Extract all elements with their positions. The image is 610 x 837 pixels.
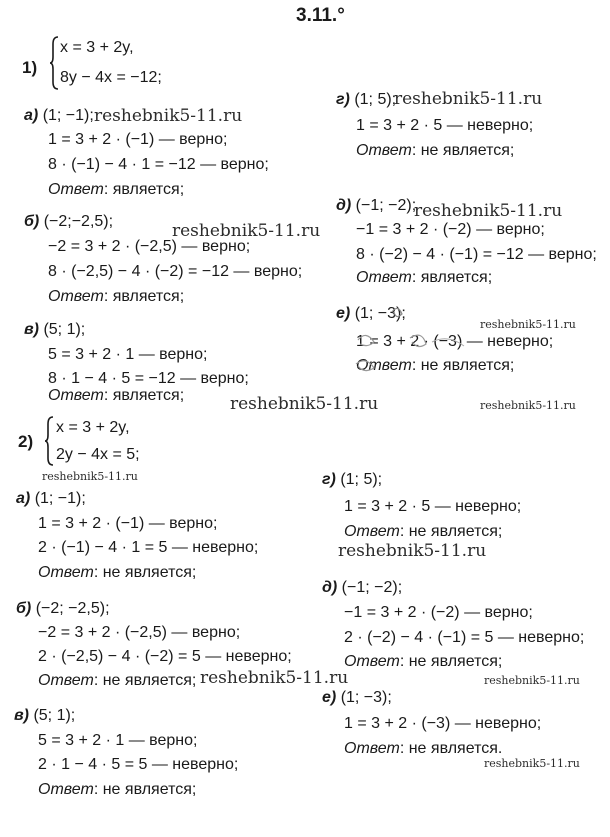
p2g-point: (1; 5); [340,471,383,488]
p2a-line1: 1 = 3 + 2 · (−1) — верно; [38,515,218,532]
p1d-answer [356,268,492,288]
answer-text: : не является; [411,357,515,374]
p1d-label: д) [336,197,352,214]
answer-word: Ответ [48,181,104,198]
p2d-line2: 2 · (−2) − 4 · (−1) = 5 — неверно; [344,629,585,646]
p1v-line1: 5 = 3 + 2 · 1 — верно; [48,346,208,363]
p2v-line2: 2 · 1 − 4 · 5 = 5 — неверно; [38,756,239,773]
watermark: reshebnik5-11.ru [414,201,563,221]
p2b-header [16,599,110,619]
p2d-point: (−1; −2); [341,579,403,596]
answer-word: Ответ [356,357,412,374]
p1a-line2: 8 · (−1) − 4 · 1 = −12 — верно; [48,156,269,173]
part2-equation-1: x = 3 + 2y, [56,419,130,436]
p2e-header [322,688,392,708]
p1b-label: б) [24,213,40,230]
p2g-line1: 1 = 3 + 2 · 5 — неверно; [344,498,522,515]
answer-text: : не является; [399,523,503,540]
answer-word: Ответ [344,740,400,757]
p1v-answer [48,386,184,406]
watermark: reshebnik5-11.ru [394,89,543,109]
part2-number: 2) [18,432,34,451]
answer-word: Ответ [38,672,94,689]
p2v-point: (5; 1); [33,707,76,724]
p2e-answer [344,739,502,759]
p1v-point: (5; 1); [43,321,86,338]
answer-word: Ответ [48,387,104,404]
p2a-answer [38,563,196,583]
answer-text: : является; [103,387,185,404]
p2d-answer [344,652,502,672]
answer-word: Ответ [48,288,104,305]
p2a-line2: 2 · (−1) − 4 · 1 = 5 — неверно; [38,539,259,556]
p1e-point: (1; −3); [354,305,406,322]
part2-equation-2: 2y − 4x = 5; [56,446,140,463]
watermark: reshebnik5-11.ru [172,221,321,241]
part1-equation-2: 8y − 4x = −12; [60,69,162,86]
p1g-line1: 1 = 3 + 2 · 5 — неверно; [356,117,534,134]
p1a-answer [48,180,184,200]
watermark: reshebnik5-11.ru [484,674,580,687]
p2b-line2: 2 · (−2,5) − 4 · (−2) = 5 — неверно; [38,648,292,665]
part2-system-brace [44,416,53,466]
part1-system-brace [49,36,58,90]
answer-text: : не является; [411,142,515,159]
exercise-title: 3.11.° [296,5,345,26]
p1a-label: а) [24,107,39,124]
answer-text: : не является; [399,653,503,670]
answer-word: Ответ [356,269,412,286]
p2v-line1: 5 = 3 + 2 · 1 — верно; [38,732,198,749]
p2e-label: е) [322,689,337,706]
answer-word: Ответ [356,142,412,159]
p1b-header [24,212,113,232]
p2d-line1: −1 = 3 + 2 · (−2) — верно; [344,604,533,621]
p2g-answer [344,522,502,542]
p1a-line1: 1 = 3 + 2 · (−1) — верно; [48,131,228,148]
p1d-line2: 8 · (−2) − 4 · (−1) = −12 — верно; [356,246,597,263]
watermark: reshebnik5-11.ru [42,470,138,483]
p1v-header [24,320,85,340]
answer-word: Ответ [38,781,94,798]
p1b-answer [48,287,184,307]
answer-text: : не является; [93,564,197,581]
p2a-label: а) [16,490,31,507]
answer-word: Ответ [344,653,400,670]
p2b-label: б) [16,600,32,617]
answer-text: : не является; [93,781,197,798]
p1g-header [336,90,396,110]
watermark: reshebnik5-11.ru [230,394,379,414]
p1v-label: в) [24,321,39,338]
p1b-line1: −2 = 3 + 2 · (−2,5) — верно; [48,238,251,255]
answer-text: : является; [103,181,185,198]
watermark: reshebnik5-11.ru [480,318,576,331]
p1a-point: (1; −1); [42,107,94,124]
watermark: reshebnik5-11.ru [338,541,487,561]
p2a-header [16,489,86,509]
p2v-header [14,706,75,726]
p2b-point: (−2; −2,5); [35,600,110,617]
p2d-header [322,578,402,598]
p2e-line1: 1 = 3 + 2 · (−3) — неверно; [344,715,542,732]
p1e-label: е) [336,305,351,322]
p2v-answer [38,780,196,800]
watermark: reshebnik5-11.ru [484,757,580,770]
answer-text: : не является. [399,740,503,757]
p2g-label: г) [322,471,336,488]
p2a-point: (1; −1); [34,490,86,507]
p2g-header [322,470,382,490]
watermark: reshebnik5-11.ru [200,668,349,688]
answer-text: : является; [411,269,493,286]
p1e-line1: 1 = 3 + 2 · (−3) — неверно; [356,333,554,350]
p1d-header [336,196,416,216]
p2b-answer [38,671,196,691]
p2b-line1: −2 = 3 + 2 · (−2,5) — верно; [38,624,241,641]
part1-number: 1) [22,58,38,77]
p1g-point: (1; 5); [354,91,397,108]
p1d-line1: −1 = 3 + 2 · (−2) — верно; [356,221,545,238]
pencil-scribble-marks [352,300,472,380]
p2e-point: (1; −3); [340,689,392,706]
p1a-header [24,106,94,126]
answer-text: : является; [103,288,185,305]
watermark: reshebnik5-11.ru [94,106,243,126]
answer-text: : не является; [93,672,197,689]
p1g-answer [356,141,514,161]
p1b-point: (−2;−2,5); [43,213,114,230]
p1g-label: г) [336,91,350,108]
p2d-label: д) [322,579,338,596]
p1d-point: (−1; −2); [355,197,417,214]
part1-equation-1: x = 3 + 2y, [60,39,134,56]
answer-word: Ответ [344,523,400,540]
p1b-line2: 8 · (−2,5) − 4 · (−2) = −12 — верно; [48,263,303,280]
p2v-label: в) [14,707,29,724]
answer-word: Ответ [38,564,94,581]
p1v-line2: 8 · 1 − 4 · 5 = −12 — верно; [48,370,249,387]
watermark: reshebnik5-11.ru [480,399,576,412]
